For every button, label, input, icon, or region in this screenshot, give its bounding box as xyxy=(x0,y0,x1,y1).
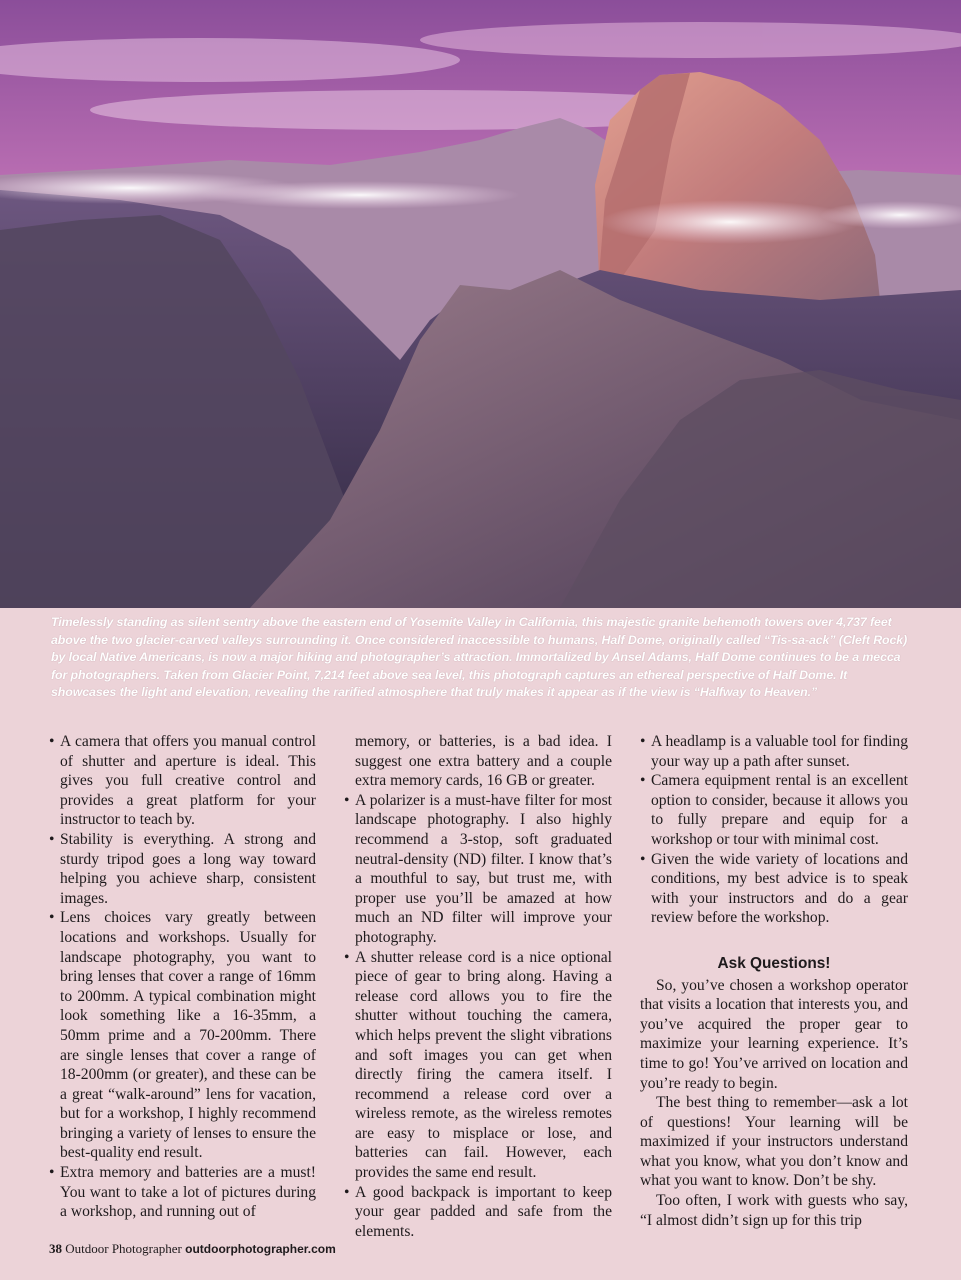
website-url: outdoorphotographer.com xyxy=(185,1242,336,1256)
bullet-text: A polarizer is a must-have filter for most landscape photography. I also highly recommend a 3-stop, soft graduated neutral-density (ND) filter. I know that’s a mouthful to say, but trust me, with proper use you’ll be amazed at how much an ND filter will improve your photography. xyxy=(355,791,612,946)
bullet-marker: • xyxy=(640,850,646,868)
bullet-text: Extra memory and batteries are a must! You want to take a lot of pictures during a workshop, and running out of xyxy=(60,1164,316,1221)
bullet-item xyxy=(49,908,316,1163)
bullet-item xyxy=(640,732,908,771)
magazine-name: Outdoor Photographer xyxy=(65,1241,182,1256)
bullet-item xyxy=(49,732,316,830)
bullet-marker: • xyxy=(49,909,55,927)
bullet-marker: • xyxy=(49,1164,55,1182)
bullet-text: Stability is everything. A strong and sturdy tripod goes a long way toward helping you achieve sharp, consistent images. xyxy=(60,830,316,907)
bullet-marker: • xyxy=(49,733,55,750)
paragraph: Too often, I work with guests who say, “I almost didn’t sign up for this trip xyxy=(640,1192,908,1229)
bullet-text: Camera equipment rental is an excellent option to consider, because it allows you to fully prepare and equip for a workshop or tour with minimal cost. xyxy=(651,772,908,848)
page-number: 38 xyxy=(49,1241,62,1256)
bullet-marker: • xyxy=(344,791,350,809)
photo-caption: Timelessly standing as silent sentry above the eastern end of Yosemite Valley in California, this majestic granite behemoth towers over 4,737 feet above the two glacier-carved valleys surrounding it. Once considered inaccessible to humans, Half Dome, originally called “Tis-sa-ack” (Cleft Rock) by local Native Americans, is now a major hiking and photographer’s attraction. Immortalized by Ansel Adams, Half Dome continues to be a mecca for photographers. Taken from Glacier Point, 7,214 feet above sea level, this photograph captures an ethereal perspective of Half Dome. It showcases the light and elevation, revealing the rarified atmosphere that truly makes it appear as if the view is “Halfway to Heaven.” xyxy=(51,615,908,699)
half-dome-landscape-image xyxy=(0,0,961,608)
bullet-item xyxy=(49,830,316,908)
page-footer xyxy=(49,1241,336,1257)
bullet-text: Lens choices vary greatly between locations and workshops. Usually for landscape photography, you want to bring lenses that cover a range of 16mm to 200mm. A typical combination might look something like a 16-35mm, a 50mm prime and a 70-200mm. There are single lenses that cover a range of 18-200mm (or greater), and these can be a great “walk-around” lens for vacation, but for a workshop, I highly recommend bringing a variety of lenses to ensure the best-quality end result. xyxy=(60,909,316,1162)
bullet-item xyxy=(344,948,612,1183)
text-column-2 xyxy=(344,732,612,1241)
bullet-item xyxy=(640,771,908,849)
paragraph: The best thing to remember—ask a lot of questions! Your learning will be maximized if your instructors understand what you know, what you don’t know and what you want to know. Don’t be shy. xyxy=(640,1094,908,1190)
bullet-marker: • xyxy=(49,830,55,848)
bullet-marker: • xyxy=(640,772,646,790)
bullet-text: A camera that offers you manual control of shutter and aperture is ideal. This gives you full creative control and provides a great platform for your instructor to teach by. xyxy=(60,733,316,829)
bullet-text: A headlamp is a valuable tool for finding your way up a path after sunset. xyxy=(651,733,908,770)
bullet-text: A shutter release cord is a nice optional piece of gear to bring along. Having a release cord allows you to fire the shutter without touching the camera, which helps prevent the slight vibrations and soft images you can get when directly firing the camera itself. I recommend a release cord over a wireless remote, as the wireless remotes are easy to misplace or lose, and batteries can fail. However, each provides the same end result. xyxy=(355,948,612,1182)
hero-photo xyxy=(0,0,961,608)
bullet-marker: • xyxy=(344,948,350,966)
bullet-item xyxy=(49,1163,316,1222)
bullet-marker: • xyxy=(344,1183,350,1201)
bullet-continuation: memory, or batteries, is a bad idea. I suggest one extra battery and a couple extra memory cards, 16 GB or greater. xyxy=(355,733,612,790)
bullet-item xyxy=(344,1183,612,1242)
paragraph: So, you’ve chosen a workshop operator that visits a location that interests you, and you’ve acquired the proper gear to maximize your learning experience. It’s time to go! You’ve arrived on location and you’re ready to begin. xyxy=(640,976,908,1092)
text-column-1 xyxy=(49,732,316,1222)
bullet-text: Given the wide variety of locations and conditions, my best advice is to speak with your instructors and do a gear review before the workshop. xyxy=(651,850,908,927)
gear-bullet-list xyxy=(640,732,908,928)
gear-bullet-list xyxy=(344,791,612,1242)
bullet-item xyxy=(344,791,612,948)
section-heading: Ask Questions! xyxy=(717,954,831,972)
gear-bullet-list xyxy=(49,732,316,1222)
bullet-text: A good backpack is important to keep your gear padded and safe from the elements. xyxy=(355,1183,612,1240)
text-column-3 xyxy=(640,732,908,1230)
bullet-item xyxy=(640,850,908,928)
bullet-marker: • xyxy=(640,733,646,750)
